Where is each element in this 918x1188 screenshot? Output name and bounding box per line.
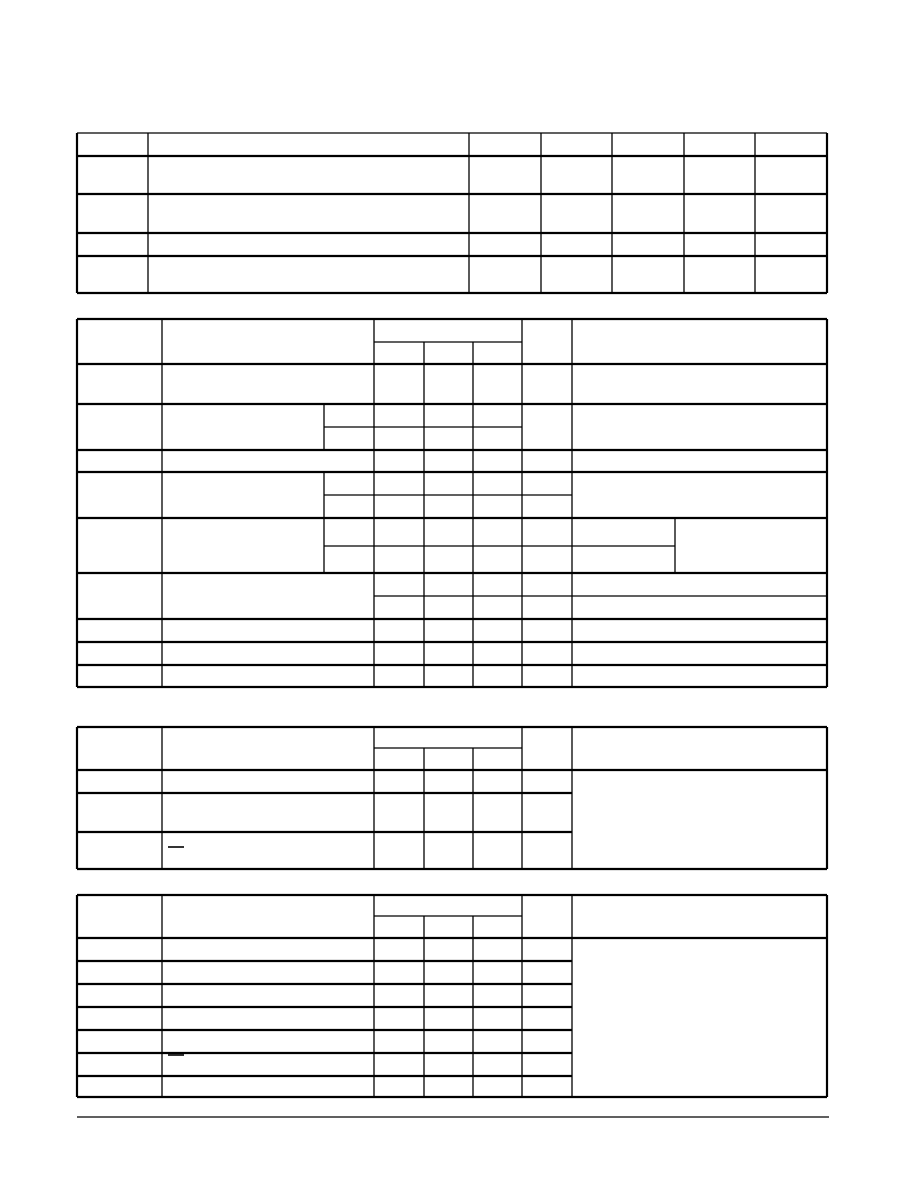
- table-4: [77, 895, 827, 1097]
- table-2: [77, 319, 827, 687]
- table-1: [77, 133, 827, 293]
- table-3: [77, 727, 827, 869]
